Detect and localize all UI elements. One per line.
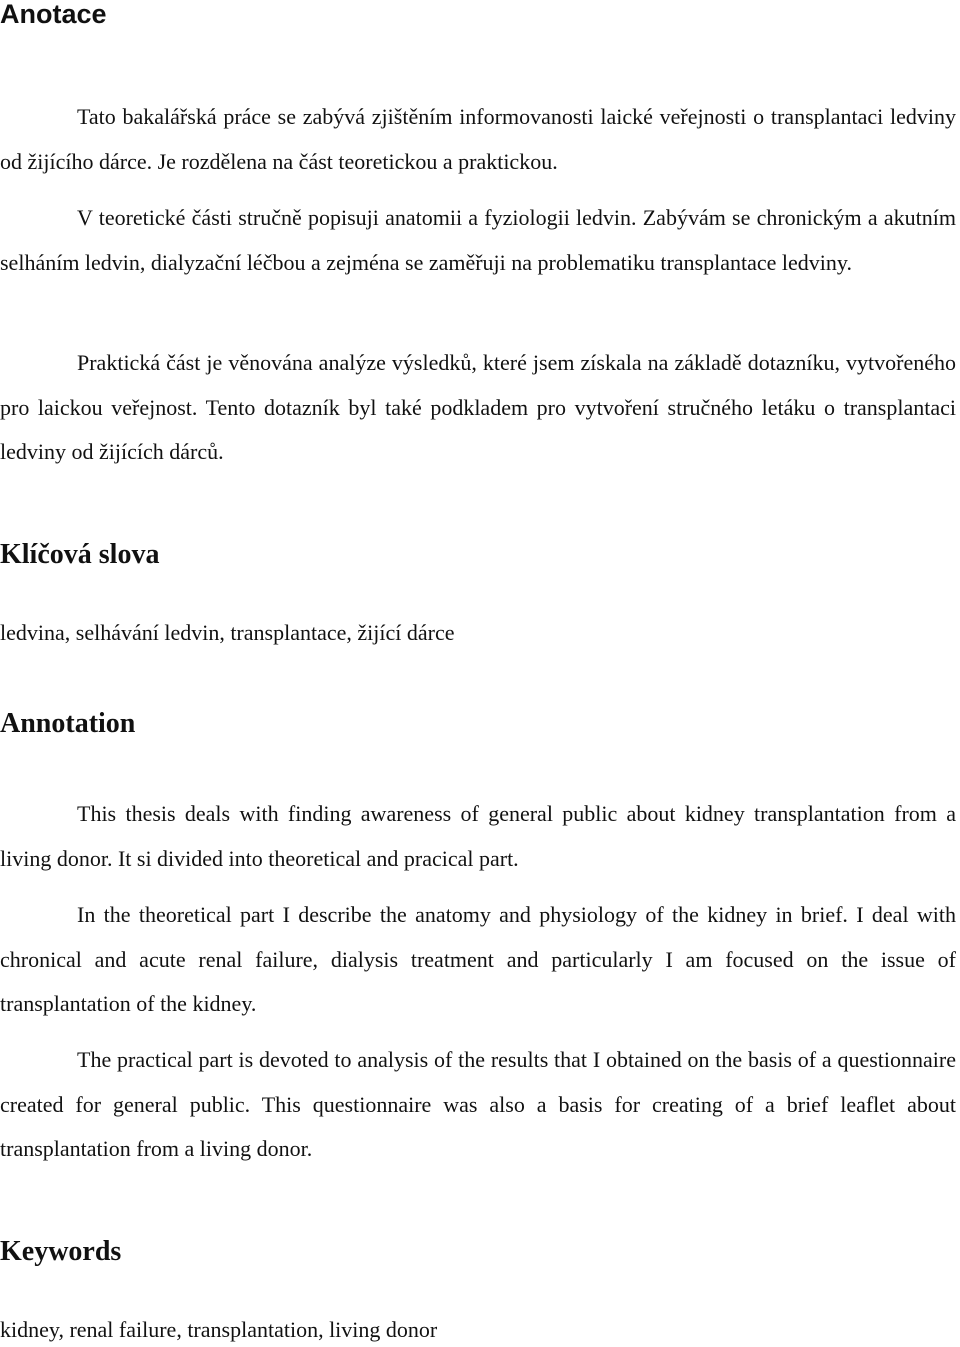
annotation-heading-cz: Anotace [0,0,107,29]
en-paragraph-2: In the theoretical part I describe the anatomy and physiology of the kidney in brief. I deal with chronical and acute renal failure, dialysis treatment and particularly I am focused on the issue of transplantation of the kidney. [0,902,956,1016]
keywords-heading-en: Keywords [0,1236,122,1267]
en-paragraph-1: This thesis deals with finding awareness of general public about kidney transplantation from a living donor. It si divided into theoretical and pracical part. [0,801,956,871]
keywords-heading-cz: Klíčová slova [0,539,160,570]
annotation-heading-en: Annotation [0,708,136,739]
keywords-list-cz: ledvina, selhávání ledvin, transplantace, žijící dárce [0,620,455,645]
cz-paragraph-2: V teoretické části stručně popisuji anatomii a fyziologii ledvin. Zabývám se chronickým a akutním selháním ledvin, dialyzační léčbou a zejména se zaměřuji na problematiku transplantace ledviny. [0,205,956,275]
cz-paragraph-1: Tato bakalářská práce se zabývá zjištěním informovanosti laické veřejnosti o transplantaci ledviny od žijícího dárce. Je rozdělena na část teoretickou a praktickou. [0,104,956,174]
cz-paragraph-3: Praktická část je věnována analýze výsledků, které jsem získala na základě dotazníku, vytvořeného pro laickou veřejnost. Tento dotazník byl také podkladem pro vytvoření stručného letáku o transplantaci ledviny od žijících dárců. [0,350,956,464]
en-paragraph-3: The practical part is devoted to analysis of the results that I obtained on the basis of a questionnaire created for general public. This questionnaire was also a basis for creating of a brief leaflet about transplantation from a living donor. [0,1047,956,1161]
keywords-list-en: kidney, renal failure, transplantation, living donor [0,1317,438,1342]
